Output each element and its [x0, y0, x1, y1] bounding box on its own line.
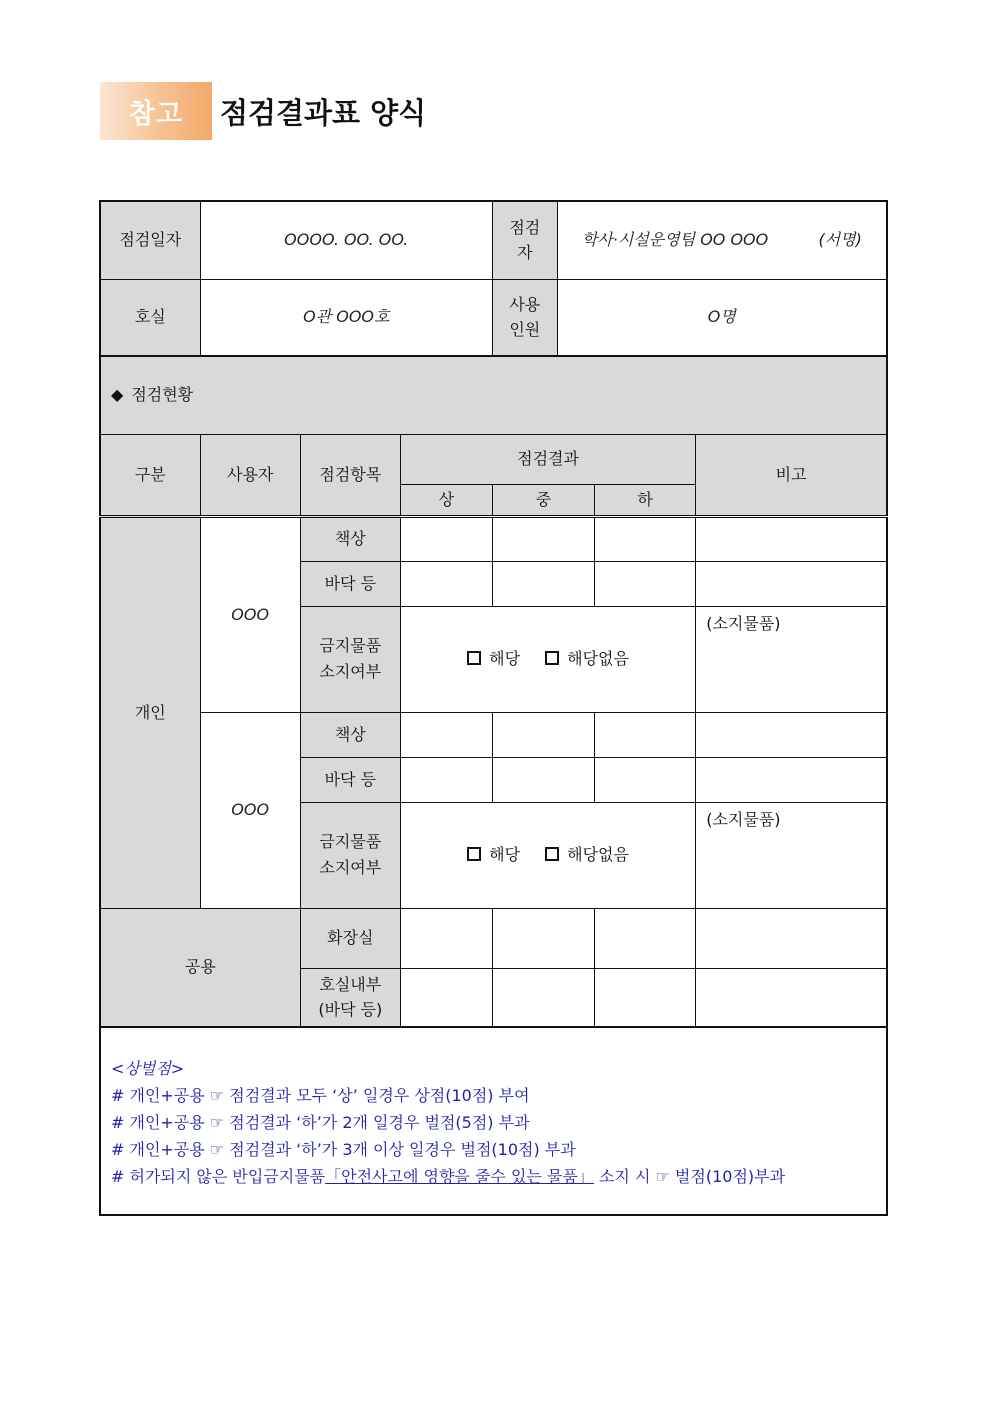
- remarks-cell[interactable]: [696, 908, 887, 968]
- result-low-cell[interactable]: [595, 968, 696, 1027]
- item-desk: 책상: [300, 712, 400, 757]
- page-title: 점검결과표 양식: [220, 95, 427, 130]
- header-result: 점검결과: [400, 434, 695, 484]
- check-no[interactable]: [545, 845, 629, 864]
- header-mid: 중: [492, 484, 594, 516]
- remarks-cell[interactable]: [696, 968, 887, 1027]
- result-low-cell[interactable]: [595, 516, 696, 561]
- header-remarks: 비고: [696, 434, 887, 516]
- category-common: 공용: [100, 908, 300, 1027]
- result-high-cell[interactable]: [400, 712, 492, 757]
- checkbox-icon[interactable]: [467, 651, 481, 665]
- users-value: O명: [557, 279, 887, 356]
- user-name: OOO: [200, 712, 300, 908]
- notes-line: # 개인+공용 ☞ 점검결과 ‘하’가 3개 이상 일경우 벌점(10점) 부과: [111, 1139, 576, 1159]
- inspector-label: [492, 201, 557, 279]
- notes-line: # 개인+공용 ☞ 점검결과 모두 ‘상’ 일경우 상점(10점) 부여: [111, 1085, 530, 1105]
- prohibited-check-cell: [400, 802, 695, 908]
- item-prohibited-line2: 소지여부: [319, 662, 382, 681]
- room-label: 호실: [100, 279, 200, 356]
- info-row-room: [100, 279, 887, 356]
- signature-field[interactable]: (서명): [818, 230, 862, 250]
- users-label: [492, 279, 557, 356]
- checkbox-icon[interactable]: [545, 847, 559, 861]
- result-mid-cell[interactable]: [492, 561, 594, 606]
- inspector-label-line1: 점검: [509, 217, 541, 237]
- header-item: 점검항목: [300, 434, 400, 516]
- result-high-cell[interactable]: [400, 757, 492, 802]
- remarks-cell[interactable]: [696, 516, 887, 561]
- header-user: 사용자: [200, 434, 300, 516]
- table-row: [100, 712, 887, 757]
- item-floor: 바닥 등: [300, 561, 400, 606]
- result-low-cell[interactable]: [595, 908, 696, 968]
- item-prohibited-line1: 금지물품: [319, 636, 382, 656]
- notes-line: [111, 1164, 876, 1191]
- date-value: OOOO. OO. OO.: [200, 201, 492, 279]
- header-high: 상: [400, 484, 492, 516]
- notes-row: [100, 1027, 887, 1215]
- result-high-cell[interactable]: [400, 561, 492, 606]
- prohibited-check-cell: [400, 606, 695, 712]
- user-name: OOO: [200, 516, 300, 712]
- result-low-cell[interactable]: [595, 561, 696, 606]
- category-personal: 개인: [100, 516, 200, 908]
- room-value: O관 OOO호: [200, 279, 492, 356]
- header-category: 구분: [100, 434, 200, 516]
- result-high-cell[interactable]: [400, 516, 492, 561]
- reward-penalty-notes: [100, 1027, 887, 1215]
- item-room-interior: [300, 968, 400, 1027]
- check-no-label: 해당없음: [567, 845, 629, 865]
- inspector-value: 학사·시설운영팀 OO OOO: [581, 230, 769, 250]
- remarks-possession[interactable]: (소지물품): [696, 606, 887, 712]
- check-yes-label: 해당: [489, 649, 521, 669]
- status-section-heading: [100, 356, 887, 434]
- remarks-cell[interactable]: [696, 757, 887, 802]
- info-row-date: [100, 201, 887, 279]
- result-mid-cell[interactable]: [492, 712, 594, 757]
- table-row: [100, 908, 887, 968]
- table-row: [100, 516, 887, 561]
- item-prohibited: [300, 802, 400, 908]
- result-low-cell[interactable]: [595, 757, 696, 802]
- item-prohibited: [300, 606, 400, 712]
- table-header-row-1: [100, 434, 887, 484]
- notes-line: # 개인+공용 ☞ 점검결과 ‘하’가 2개 일경우 벌점(5점) 부과: [111, 1112, 530, 1132]
- result-low-cell[interactable]: [595, 712, 696, 757]
- date-label: 점검일자: [100, 201, 200, 279]
- check-yes[interactable]: [467, 845, 520, 864]
- notes-line4-underlined: 「안전사고에 영향을 줄수 있는 물품」: [325, 1166, 594, 1186]
- inspector-value-cell: [557, 201, 887, 279]
- check-yes-label: 해당: [489, 845, 521, 865]
- remarks-possession[interactable]: (소지물품): [696, 802, 887, 908]
- header-low: 하: [595, 484, 696, 516]
- checkbox-icon[interactable]: [545, 651, 559, 665]
- diamond-icon: ◆: [111, 385, 124, 405]
- status-section-row: [100, 356, 887, 434]
- users-label-line2: 인원: [509, 320, 541, 340]
- item-prohibited-line2: 소지여부: [319, 858, 382, 877]
- check-yes[interactable]: [467, 649, 520, 668]
- check-no[interactable]: [545, 649, 629, 668]
- check-no-label: 해당없음: [567, 649, 629, 669]
- item-room-line1: 호실내부: [319, 974, 382, 994]
- item-floor: 바닥 등: [300, 757, 400, 802]
- status-section-title: 점검현황: [131, 385, 194, 405]
- users-label-line1: 사용: [509, 294, 541, 314]
- inspection-form-table: [99, 200, 888, 1216]
- remarks-cell[interactable]: [696, 561, 887, 606]
- notes-line4-prefix: # 허가되지 않은 반입금지물품: [111, 1166, 326, 1186]
- item-desk: 책상: [300, 516, 400, 561]
- reference-badge: [100, 82, 212, 140]
- item-room-line2: (바닥 등): [318, 1000, 383, 1020]
- remarks-cell[interactable]: [696, 712, 887, 757]
- checkbox-icon[interactable]: [467, 847, 481, 861]
- result-high-cell[interactable]: [400, 968, 492, 1027]
- notes-line4-suffix: 소지 시 ☞ 벌점(10점)부과: [593, 1166, 786, 1186]
- result-high-cell[interactable]: [400, 908, 492, 968]
- result-mid-cell[interactable]: [492, 968, 594, 1027]
- result-mid-cell[interactable]: [492, 908, 594, 968]
- item-prohibited-line1: 금지물품: [319, 832, 382, 852]
- notes-heading: <상벌점>: [111, 1059, 185, 1078]
- item-restroom: 화장실: [300, 908, 400, 968]
- result-mid-cell[interactable]: [492, 757, 594, 802]
- inspector-label-line2: 자: [517, 243, 533, 263]
- result-mid-cell[interactable]: [492, 516, 594, 561]
- reference-badge-label: 참고: [128, 98, 184, 130]
